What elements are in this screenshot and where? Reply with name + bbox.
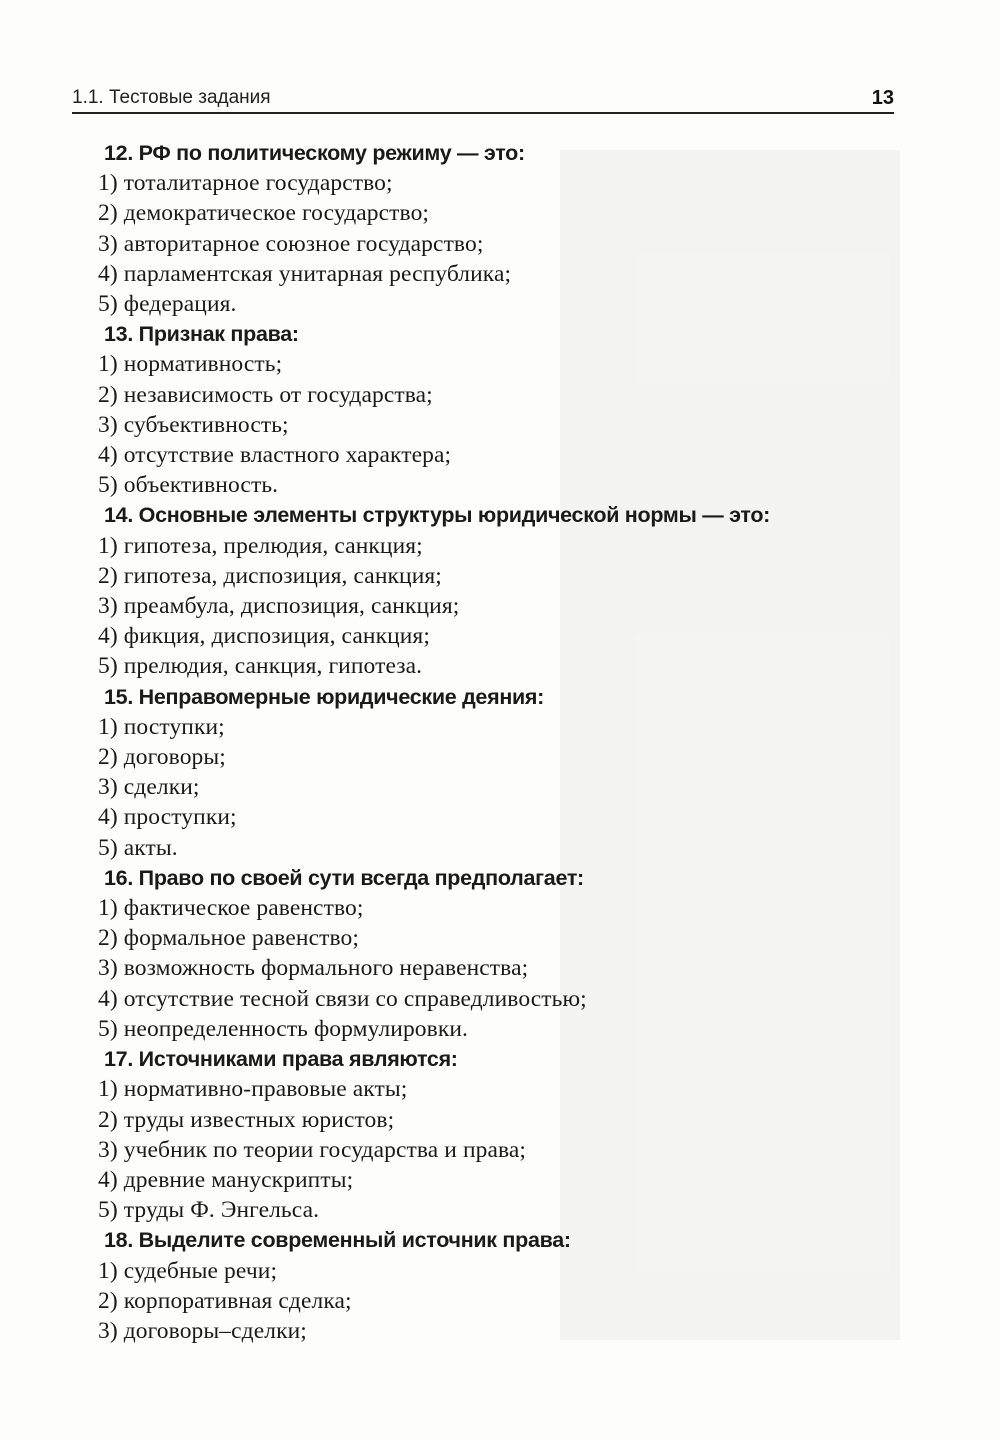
question-title: 15. Неправомерные юридические деяния:	[104, 684, 545, 709]
answer-option: 5) федерация.	[98, 291, 237, 318]
answer-option: 3) преамбула, диспозиция, санкция;	[98, 593, 460, 620]
answer-option: 5) акты.	[98, 834, 178, 861]
question-title: 17. Источниками права являются:	[104, 1047, 458, 1072]
answer-option: 2) независимость от государства;	[98, 381, 433, 408]
question-list	[98, 138, 898, 1346]
answer-option: 1) поступки;	[98, 713, 225, 740]
answer-option: 2) демократическое государство;	[98, 200, 430, 227]
answer-option: 4) древние манускрипты;	[98, 1166, 354, 1193]
answer-option: 5) прелюдия, санкция, гипотеза.	[98, 653, 423, 680]
answer-option: 4) фикция, диспозиция, санкция;	[98, 623, 430, 650]
answer-option: 1) нормативность;	[98, 351, 283, 378]
answer-option: 3) возможность формального неравенства;	[98, 955, 529, 982]
page-number: 13	[871, 87, 894, 109]
answer-option: 2) договоры;	[98, 744, 226, 771]
answer-option: 4) проступки;	[98, 804, 237, 831]
answer-option: 1) гипотеза, прелюдия, санкция;	[98, 532, 423, 559]
question-15	[98, 682, 898, 863]
answer-option: 1) нормативно-правовые акты;	[98, 1076, 408, 1103]
answer-option: 4) отсутствие властного характера;	[98, 442, 452, 469]
answer-option: 4) отсутствие тесной связи со справедливостью;	[98, 985, 587, 1012]
question-13	[98, 319, 898, 500]
question-18	[98, 1225, 898, 1346]
section-title: 1.1. Тестовые задания	[72, 87, 271, 108]
question-16	[98, 863, 898, 1044]
answer-option: 2) гипотеза, диспозиция, санкция;	[98, 562, 442, 589]
answer-option: 2) труды известных юристов;	[98, 1106, 395, 1133]
question-12	[98, 138, 898, 319]
question-title: 13. Признак права:	[104, 322, 299, 347]
answer-option: 5) объективность.	[98, 472, 279, 499]
question-title: 12. РФ по политическому режиму — это:	[104, 141, 525, 165]
answer-option: 5) труды Ф. Энгельса.	[98, 1197, 320, 1224]
question-title: 16. Право по своей сути всегда предполагает:	[104, 865, 584, 890]
question-title: 14. Основные элементы структуры юридической нормы — это:	[104, 503, 771, 528]
running-head	[72, 86, 894, 114]
answer-option: 3) сделки;	[98, 774, 200, 801]
answer-option: 1) судебные речи;	[98, 1257, 278, 1284]
question-17	[98, 1044, 898, 1225]
answer-option: 3) договоры–сделки;	[98, 1317, 307, 1344]
answer-option: 5) неопределенность формулировки.	[98, 1015, 469, 1042]
question-title: 18. Выделите современный источник права:	[104, 1228, 571, 1253]
answer-option: 3) субъективность;	[98, 411, 289, 438]
answer-option: 1) фактическое равенство;	[98, 895, 364, 922]
answer-option: 3) авторитарное союзное государство;	[98, 230, 484, 257]
answer-option: 2) формальное равенство;	[98, 925, 359, 952]
answer-option: 4) парламентская унитарная республика;	[98, 260, 512, 287]
question-14	[98, 500, 898, 681]
answer-option: 3) учебник по теории государства и права;	[98, 1136, 527, 1163]
answer-option: 2) корпоративная сделка;	[98, 1287, 352, 1314]
answer-option: 1) тоталитарное государство;	[98, 170, 393, 197]
